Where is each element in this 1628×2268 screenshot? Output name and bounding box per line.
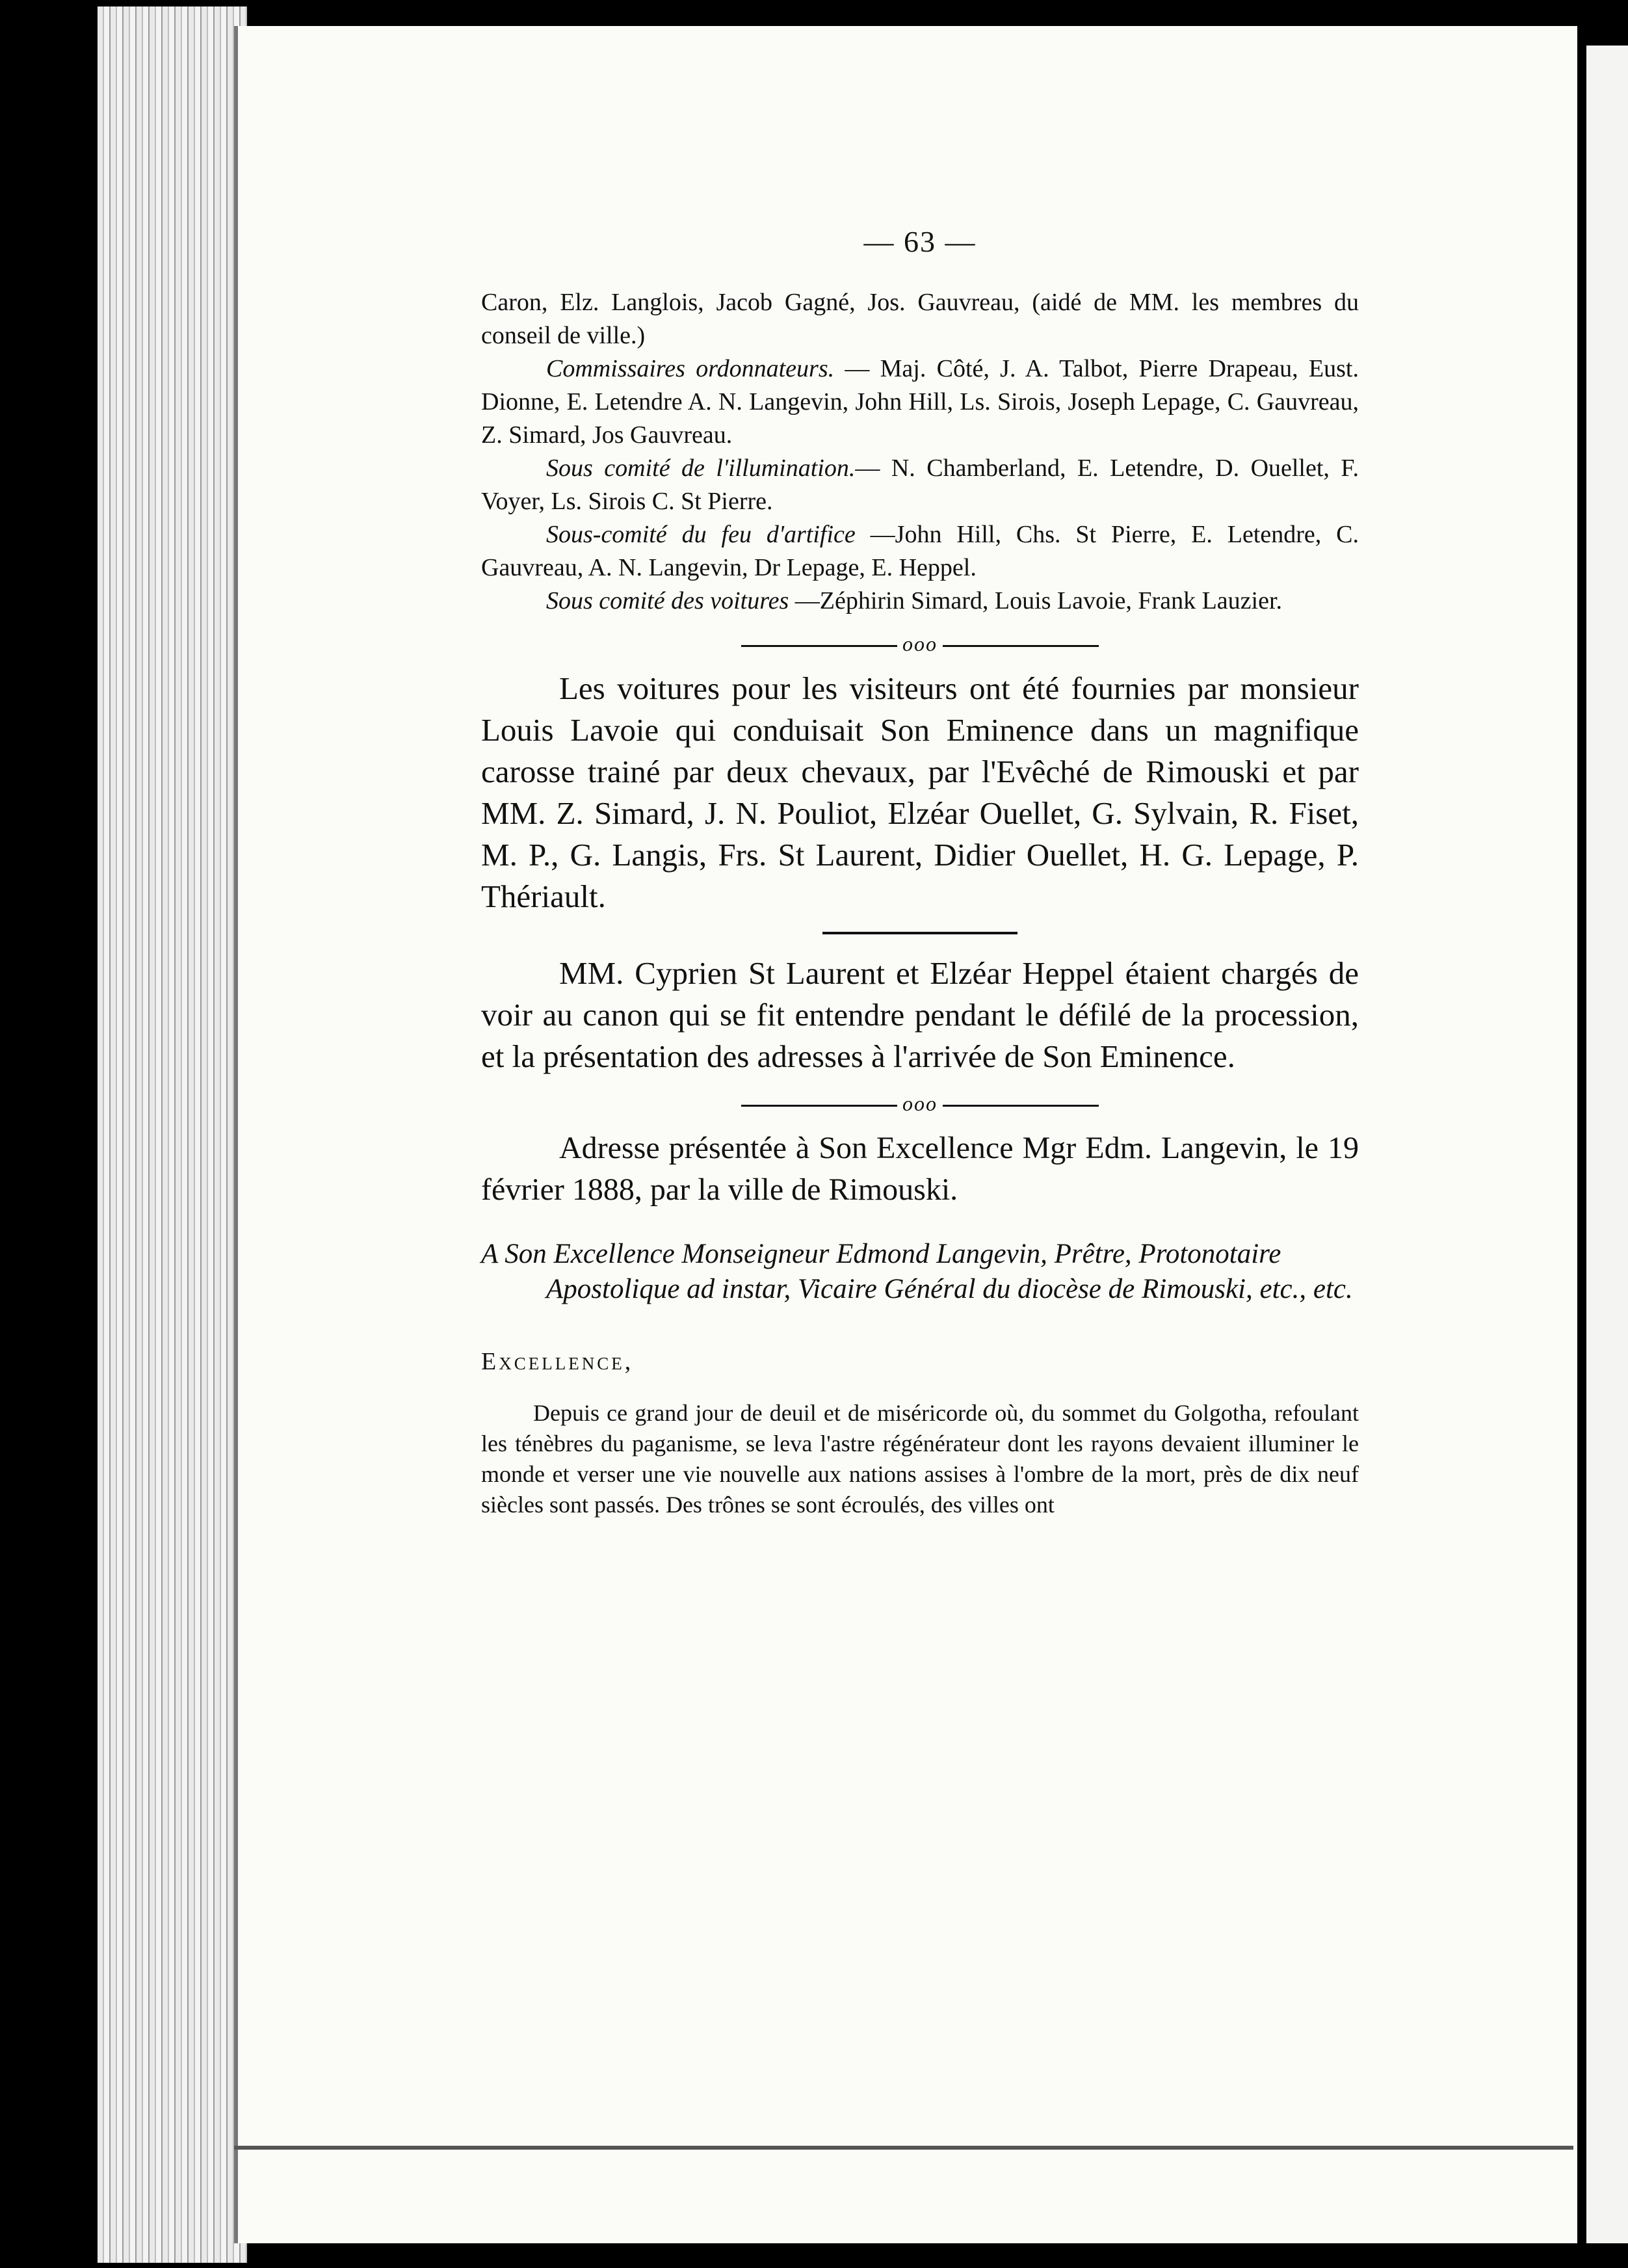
section-rule [822,932,1017,934]
committee-text: — N. Chamberland, E. Letendre, D. Ouellet, F. Voyer, Ls. Sirois C. St Pierre. [481,455,1359,515]
page-number: — 63 — [863,225,977,258]
committee-lead: Sous comité de l'illumination. [546,455,856,482]
separator-line [741,1105,897,1107]
facing-page-edge [1586,46,1628,2243]
section-separator [481,632,1359,656]
committee-paragraph-1 [481,352,1359,452]
address-body: Depuis ce grand jour de deuil et de miséricorde où, du sommet du Golgotha, refoulant les ténèbres du paganisme, se leva l'astre régénérateur dont les rayons devaient illuminer le monde et verser une vie nouvelle aux nations assises à l'ombre de la mort, près de dix neuf siècles sont passés. Des trônes se sont écroulés, des villes ont [481,1400,1359,1518]
committee-lead: Sous comité des voitures [546,587,789,614]
separator-line [741,645,897,647]
paragraph-canon: MM. Cyprien St Laurent et Elzéar Heppel étaient chargés de voir au canon qui se fit entendre pendant le défilé de la procession, et la présentation des adresses à l'arrivée de Son Eminence. [481,955,1359,1074]
separator-mark: ooo [902,1092,938,1115]
separator-mark: ooo [902,632,938,655]
paragraph-voitures: Les voitures pour les visiteurs ont été fournies par monsieur Louis Lavoie qui conduisait Son Eminence dans un magnifique carosse trainé par deux chevaux, par l'Evêché de Rimouski et par MM. Z. Simard, J. N. Pouliot, Elzéar Ouellet, G. Sylvain, R. Fiset, M. P., G. Langis, Frs. St Laurent, Didier Ouellet, H. G. Lepage, P. Thériault. [481,670,1359,914]
address-title: Adresse présentée à Son Excellence Mgr Edm. Langevin, le 19 février 1888, par la ville de Rimouski. [481,1131,1359,1207]
dedication: A Son Excellence Monseigneur Edmond Langevin, Prêtre, Protonotaire Apostolique ad instar, Vicaire Général du diocèse de Rimouski, etc., etc. [481,1239,1353,1304]
committee-paragraph-0 [481,286,1359,352]
committee-text: Caron, Elz. Langlois, Jacob Gagné, Jos. Gauvreau, (aidé de MM. les membres du conseil de ville.) [481,289,1359,349]
section-separator [481,1092,1359,1116]
page-content [481,224,1359,1520]
committee-text: — Maj. Côté, J. A. Talbot, Pierre Drapeau, Eust. Dionne, E. Letendre A. N. Langevin, John Hill, Ls. Sirois, Joseph Lepage, C. Gauvreau, Z. Simard, Jos Gauvreau. [481,355,1359,449]
committee-paragraph-3 [481,518,1359,585]
page-bottom-edge [234,2146,1573,2150]
committee-text: —John Hill, Chs. St Pierre, E. Letendre, C. Gauvreau, A. N. Langevin, Dr Lepage, E. Heppel. [481,521,1359,581]
salutation: Excellence, [481,1348,634,1375]
committee-text: —Zéphirin Simard, Louis Lavoie, Frank Lauzier. [789,587,1283,614]
committee-lead: Commissaires ordonnateurs. [546,355,835,382]
book-page-edges [98,7,247,2263]
committee-lead: Sous-comité du feu d'artifice [546,521,856,548]
separator-line [943,645,1099,647]
committee-paragraph-4 [481,585,1359,618]
committee-paragraph-2 [481,452,1359,518]
separator-line [943,1105,1099,1107]
